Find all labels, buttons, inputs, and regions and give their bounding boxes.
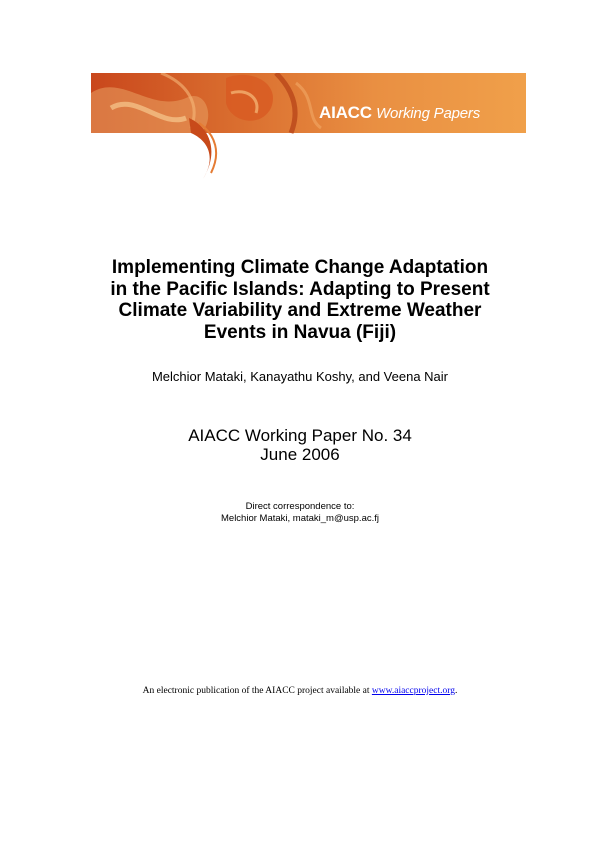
publication-end: . xyxy=(454,686,458,696)
paper-info xyxy=(60,426,540,464)
aiacc-banner xyxy=(91,73,526,133)
correspondence-contact: Melchior Mataki, mataki_m@usp.ac.fj xyxy=(221,513,379,524)
paper-number: AIACC Working Paper No. 34 xyxy=(188,426,412,445)
banner-brand: AIACC xyxy=(319,103,372,122)
title-line: in the Pacific Islands: Adapting to Present xyxy=(110,278,490,300)
banner-subtitle: Working Papers xyxy=(376,105,481,122)
banner-title xyxy=(319,103,480,123)
title-line: Climate Variability and Extreme Weather xyxy=(118,300,482,321)
correspondence xyxy=(60,501,540,525)
banner-artwork xyxy=(91,73,526,183)
publication-note xyxy=(40,686,560,696)
paper-date: June 2006 xyxy=(260,445,340,464)
title-line: Implementing Climate Change Adaptation xyxy=(111,257,489,278)
project-link[interactable]: www.aiaccproject.org xyxy=(371,686,455,696)
paper-title xyxy=(60,257,540,343)
correspondence-label: Direct correspondence to: xyxy=(245,501,355,512)
publication-text: An electronic publication of the AIACC project available at xyxy=(142,686,370,696)
title-line: Events in Navua (Fiji) xyxy=(203,321,397,343)
authors: Melchior Mataki, Kanayathu Koshy, and Veena Nair xyxy=(151,369,449,384)
